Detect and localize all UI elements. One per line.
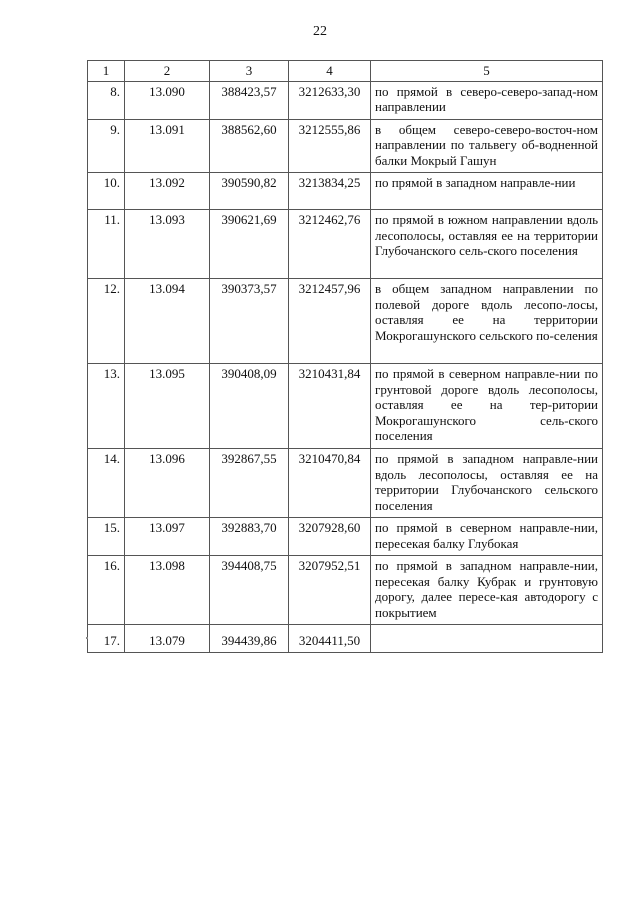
- coord-y: 3213834,25: [289, 173, 371, 210]
- coord-y: 3210470,84: [289, 449, 371, 518]
- row-number: 11.: [88, 210, 125, 279]
- row-number: 12.: [88, 279, 125, 364]
- coord-y: 3210431,84: [289, 364, 371, 449]
- coord-x: 390621,69: [210, 210, 289, 279]
- table-row: [88, 81, 603, 119]
- point-id: 13.092: [125, 173, 210, 210]
- row-number: 10.: [88, 173, 125, 210]
- coord-y: 3212457,96: [289, 279, 371, 364]
- coord-x: 390373,57: [210, 279, 289, 364]
- coord-x: 392867,55: [210, 449, 289, 518]
- table-row: [88, 518, 603, 556]
- row-number: 8.: [88, 81, 125, 119]
- coord-y: 3212555,86: [289, 119, 371, 173]
- header-col-5: 5: [371, 61, 603, 82]
- coord-x: 390590,82: [210, 173, 289, 210]
- table-row: [88, 449, 603, 518]
- table-row: [88, 119, 603, 173]
- segment-description: по прямой в западном направле-нии, пересекая балку Кубрак и грунтовую дорогу, далее пересе-кая автодорогу с покрытием: [371, 556, 603, 625]
- page-number: 22: [313, 24, 327, 39]
- coord-x: 392883,70: [210, 518, 289, 556]
- point-id: 13.090: [125, 81, 210, 119]
- coord-x: 394408,75: [210, 556, 289, 625]
- boundary-table: [87, 60, 603, 653]
- table-row: [88, 279, 603, 364]
- header-col-1: 1: [88, 61, 125, 82]
- segment-description: [371, 625, 603, 653]
- coord-x: 388562,60: [210, 119, 289, 173]
- row-number: 17.: [88, 625, 125, 653]
- coord-y: 3212633,30: [289, 81, 371, 119]
- segment-description: по прямой в южном направлении вдоль лесополосы, оставляя ее на территории Глубочанского сель-ского поселения: [371, 210, 603, 279]
- segment-description: по прямой в северном направле-нии по грунтовой дороге вдоль лесополосы, оставляя ее на тер-ритории Мокрогашунского сель-ского поселения: [371, 364, 603, 449]
- table-row: [88, 173, 603, 210]
- coord-x: 390408,09: [210, 364, 289, 449]
- point-id: 13.095: [125, 364, 210, 449]
- coord-y: 3207928,60: [289, 518, 371, 556]
- point-id: 13.094: [125, 279, 210, 364]
- point-id: 13.098: [125, 556, 210, 625]
- row-number: 16.: [88, 556, 125, 625]
- row-number: 13.: [88, 364, 125, 449]
- header-col-2: 2: [125, 61, 210, 82]
- coord-y: 3204411,50: [289, 625, 371, 653]
- coord-y: 3207952,51: [289, 556, 371, 625]
- header-col-4: 4: [289, 61, 371, 82]
- row-number: 9.: [88, 119, 125, 173]
- segment-description: по прямой в западном направле-нии вдоль лесополосы, оставляя ее на территории Глубочанского сельского поселения: [371, 449, 603, 518]
- table-header-row: [88, 61, 603, 82]
- point-id: 13.096: [125, 449, 210, 518]
- segment-description: по прямой в северо-северо-запад-ном направлении: [371, 81, 603, 119]
- table-row: [88, 556, 603, 625]
- point-id: 13.097: [125, 518, 210, 556]
- segment-description: в общем северо-северо-восточ-ном направлении по тальвегу об-водненной балки Мокрый Гашун: [371, 119, 603, 173]
- point-id: 13.079: [125, 625, 210, 653]
- segment-description: по прямой в северном направле-нии, пересекая балку Глубокая: [371, 518, 603, 556]
- table-row: [88, 364, 603, 449]
- margin-dot: [86, 637, 88, 639]
- point-id: 13.093: [125, 210, 210, 279]
- header-col-3: 3: [210, 61, 289, 82]
- row-number: 14.: [88, 449, 125, 518]
- segment-description: в общем западном направлении по полевой дороге вдоль лесопо-лосы, оставляя ее на территории Мокрогашунского сельского по-селения: [371, 279, 603, 364]
- table-row: [88, 210, 603, 279]
- coord-y: 3212462,76: [289, 210, 371, 279]
- point-id: 13.091: [125, 119, 210, 173]
- table-row: [88, 625, 603, 653]
- coord-x: 394439,86: [210, 625, 289, 653]
- segment-description: по прямой в западном направле-нии: [371, 173, 603, 210]
- coord-x: 388423,57: [210, 81, 289, 119]
- row-number: 15.: [88, 518, 125, 556]
